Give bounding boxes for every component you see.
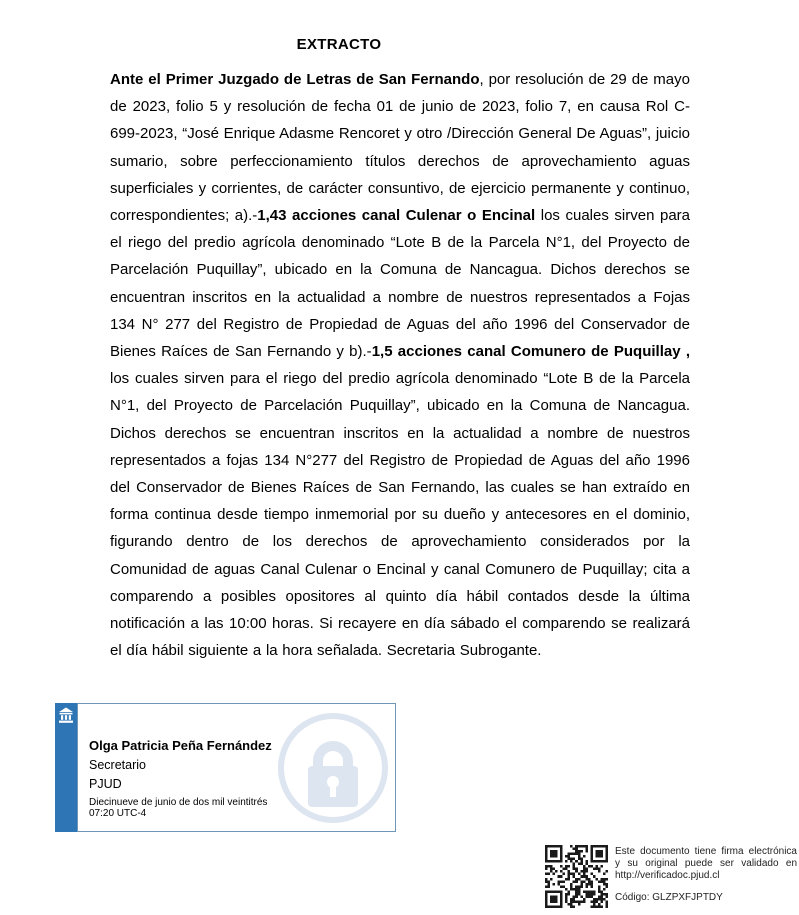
- signer-name: Olga Patricia Peña Fernández: [89, 738, 272, 753]
- signature-date: Diecinueve de junio de dos mil veintitrés: [89, 797, 268, 808]
- verification-line: Este documento tiene firma electrónica: [615, 846, 797, 857]
- extract-content: [110, 36, 690, 664]
- verification-text: [615, 846, 797, 904]
- signature-details: [89, 736, 272, 819]
- paragraph-segment: Ante el Primer Juzgado de Letras de San Fernando: [110, 71, 480, 88]
- lock-icon: [276, 711, 390, 825]
- signer-role: Secretario: [89, 758, 146, 772]
- verification-line: y su original puede ser validado en: [615, 858, 797, 869]
- paragraph-segment: los cuales sirven para el riego del predio agrícola denominado “Lote B de la Parcela N°1, del Proyecto de Parcelación Puquillay”, ubicado en la Comuna de Nancagua. Dichos derechos se encuentran inscritos en la actualidad a nombre de nuestros representados a Fojas 134 N° 277 del Registro de Propiedad de Aguas del año 1996 del Conservador de Bienes Raíces de San Fernando y b).-: [110, 207, 690, 361]
- verification-code: Código: GLZPXFJPTDY: [615, 892, 723, 903]
- signature-time: 07:20 UTC-4: [89, 808, 147, 819]
- document-title: EXTRACTO: [296, 36, 382, 53]
- extract-paragraph: [110, 66, 690, 664]
- verification-footer: [545, 844, 799, 912]
- paragraph-segment: los cuales sirven para el riego del predio agrícola denominado “Lote B de la Parcela N°1, del Proyecto de Parcelación Puquillay”, ubicado en la Comuna de Nancagua. Dichos derechos se encuentran inscritos en la actualidad a nombre de nuestros representados a fojas 134 N°277 del Registro de Propiedad de Aguas del año 1996 del Conservador de Bienes Raíces de San Fernando, las cuales se han extraído en forma continua desde tiempo inmemorial por su dueño y antecesores en el dominio, figurando dentro de los derechos de aprovechamiento considerados por la Comunidad de aguas Canal Culenar o Encinal y canal Comunero de Puquillay; cita a comparendo a posibles opositores al quinto día hábil contados desde la última notificación a las 10:00 horas. Si recayere en día sábado el comparendo se realizará el día hábil siguiente a la hora señalada. Secretaria Subrogante.: [110, 370, 690, 660]
- paragraph-segment: 1,5 acciones canal Comunero de Puquillay ,: [371, 343, 690, 361]
- paragraph-segment: , por resolución de 29 de mayo de 2023, folio 5 y resolución de fecha 01 de junio de 2023, folio 7, en causa Rol C-699-2023, “José Enrique Adasme Rencoret y otro /Dirección General De Aguas”, juicio sumario, sobre perfeccionamiento títulos derechos de aprovechamiento aguas superficiales y corrientes, de carácter consuntivo, de ejercicio permanente y continuo, correspondientes; a).-: [110, 71, 690, 225]
- electronic-signature-block: [55, 703, 396, 832]
- signer-institution: PJUD: [89, 777, 122, 791]
- courthouse-icon: [58, 707, 74, 724]
- qr-code: [545, 845, 608, 908]
- verification-url[interactable]: http://verificadoc.pjud.cl: [615, 870, 720, 881]
- signature-accent-bar: [55, 703, 77, 832]
- paragraph-segment: 1,43 acciones canal Culenar o Encinal: [257, 207, 536, 225]
- signature-card: [77, 703, 396, 832]
